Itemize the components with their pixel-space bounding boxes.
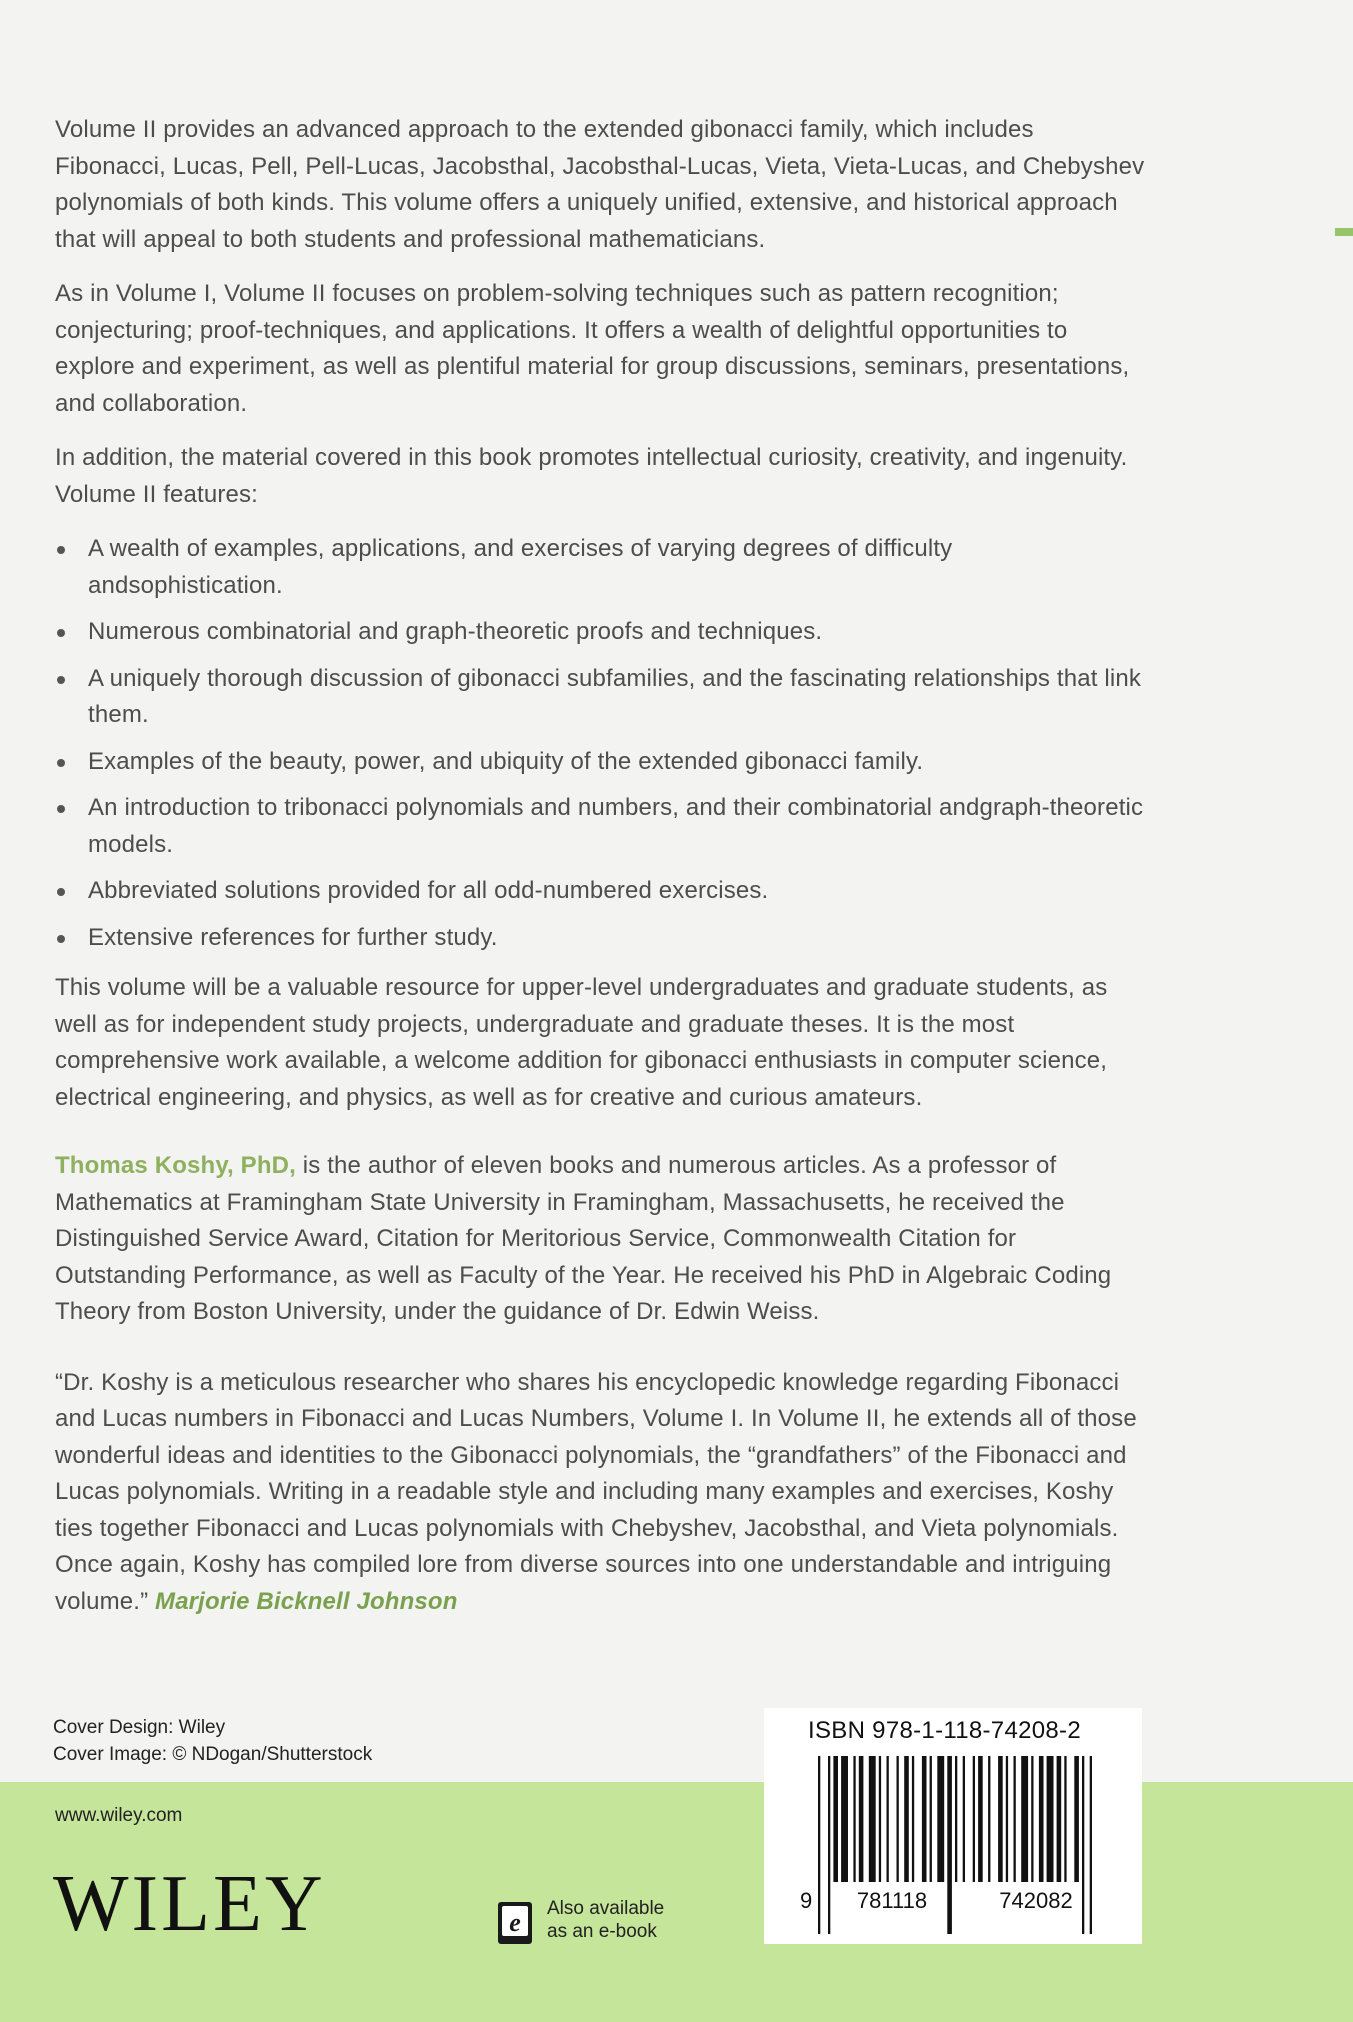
feature-item: Extensive references for further study. xyxy=(55,920,1145,957)
ebook-line-2: as an e-book xyxy=(547,1921,657,1942)
barcode-bar xyxy=(963,1756,965,1882)
barcode-bar xyxy=(828,1756,830,1934)
barcode-bar xyxy=(904,1756,909,1882)
barcode-bar xyxy=(1074,1756,1079,1882)
barcode-bar xyxy=(1057,1756,1062,1882)
isbn-barcode-panel xyxy=(764,1708,1142,1944)
barcode-bar xyxy=(869,1756,876,1882)
barcode-bar xyxy=(833,1756,838,1882)
ebook-icon xyxy=(497,1901,533,1945)
barcode-bar xyxy=(947,1756,952,1934)
description-paragraph-2: As in Volume I, Volume II focuses on problem-solving techniques such as pattern recognition; conjecturing; proof-techniques, and applications. It offers a wealth of delightful opportunities to explore and experiment, as well as plentiful material for group discussions, seminars, presentations, and collaboration. xyxy=(55,280,1130,417)
quote-attribution: Marjorie Bicknell Johnson xyxy=(155,1587,458,1615)
barcode-bar xyxy=(1031,1756,1033,1882)
ebook-line-1: Also available xyxy=(547,1898,665,1919)
barcode-lead-digit: 9 xyxy=(800,1888,813,1913)
barcode-bar xyxy=(818,1756,820,1934)
barcode-bar xyxy=(1014,1756,1016,1882)
feature-item: An introduction to tribonacci polynomials and numbers, and their combinatorial andgraph-theoretic models. xyxy=(55,790,1145,863)
feature-item: Abbreviated solutions provided for all odd-numbered exercises. xyxy=(55,873,1145,910)
barcode xyxy=(788,1756,1124,1938)
barcode-bar xyxy=(841,1756,848,1882)
svg-text:e: e xyxy=(509,1908,521,1937)
closing-paragraph: This volume will be a valuable resource for upper-level undergraduates and graduate students, as well as for independent study projects, undergraduate and graduate theses. It is the most comprehensive work available, a welcome addition for gibonacci enthusiasts in computer science, electrical engineering, and physics, as well as for creative and curious amateurs. xyxy=(55,974,1108,1111)
barcode-bar xyxy=(988,1756,990,1882)
description-paragraph-3: In addition, the material covered in this book promotes intellectual curiosity, creativity, and ingenuity. Volume II features: xyxy=(55,444,1128,508)
barcode-bar xyxy=(1021,1756,1028,1882)
cover-credits xyxy=(53,1714,372,1768)
barcode-bar xyxy=(1082,1756,1084,1934)
features-list xyxy=(55,531,1145,956)
barcode-bar xyxy=(922,1756,927,1882)
barcode-bar xyxy=(859,1756,864,1882)
description-paragraph-1: Volume II provides an advanced approach to the extended gibonacci family, which includes Fibonacci, Lucas, Pell, Pell-Lucas, Jacobsthal, Jacobsthal-Lucas, Vieta, Vieta-Lucas, and Chebyshev polynomials of both kinds. This volume offers a uniquely unified, extensive, and historical approach that will appeal to both students and professional mathematicians. xyxy=(55,116,1145,253)
barcode-bar xyxy=(879,1756,881,1882)
barcode-bar xyxy=(853,1756,855,1882)
feature-item: A uniquely thorough discussion of gibonacci subfamilies, and the fascinating relationships that link them. xyxy=(55,661,1145,734)
barcode-bar xyxy=(978,1756,983,1882)
isbn-label: ISBN 978-1-118-74208-2 xyxy=(808,1717,1081,1744)
wiley-logo: WILEY xyxy=(53,1860,326,1948)
barcode-bar xyxy=(1064,1756,1066,1882)
endorsement-quote xyxy=(55,1365,1145,1621)
author-name: Thomas Koshy, PhD, xyxy=(55,1152,296,1179)
barcode-bar xyxy=(937,1756,944,1882)
author-bio xyxy=(55,1148,1145,1331)
feature-item: A wealth of examples, applications, and exercises of varying degrees of difficulty andsophistication. xyxy=(55,531,1145,604)
barcode-bar xyxy=(998,1756,1003,1882)
cover-image-credit: Cover Image: © NDogan/Shutterstock xyxy=(53,1744,373,1765)
publisher-url: www.wiley.com xyxy=(55,1805,183,1826)
barcode-bar xyxy=(955,1756,957,1882)
barcode-bar xyxy=(973,1756,975,1882)
barcode-bar xyxy=(1006,1756,1008,1882)
ebook-notice xyxy=(497,1895,697,1951)
barcode-digits-right: 742082 xyxy=(999,1888,1073,1913)
barcode-bar xyxy=(1047,1756,1054,1882)
edge-color-mark xyxy=(1335,228,1353,236)
feature-item: Examples of the beauty, power, and ubiquity of the extended gibonacci family. xyxy=(55,744,1145,781)
barcode-bar xyxy=(912,1756,914,1882)
barcode-bar xyxy=(897,1756,899,1882)
barcode-bar xyxy=(930,1756,932,1882)
cover-body-text xyxy=(55,112,1145,1638)
quote-text: “Dr. Koshy is a meticulous researcher who shares his encyclopedic knowledge regarding Fibonacci and Lucas numbers in Fibonacci and Lucas Numbers, Volume I. In Volume II, he extends all of those wonderful ideas and identities to the Gibonacci polynomials, the “grandfathers” of the Fibonacci and Lucas polynomials. Writing in a readable style and including many examples and exercises, Koshy ties together Fibonacci and Lucas polynomials with Chebyshev, Jacobsthal, and Vieta polynomials. Once again, Koshy has compiled lore from diverse sources into one understandable and intriguing volume.” xyxy=(55,1368,1137,1615)
cover-design-credit: Cover Design: Wiley xyxy=(53,1717,226,1738)
barcode-bar xyxy=(1090,1756,1092,1934)
author-bio-text: is the author of eleven books and numerous articles. As a professor of Mathematics at Framingham State University in Framingham, Massachusetts, he received the Distinguished Service Award, Citation for Meritorious Service, Commonwealth Citation for Outstanding Performance, as well as Faculty of the Year. He received his PhD in Algebraic Coding Theory from Boston University, under the guidance of Dr. Edwin Weiss. xyxy=(55,1152,1112,1325)
feature-item: Numerous combinatorial and graph-theoretic proofs and techniques. xyxy=(55,614,1145,651)
barcode-bar xyxy=(1039,1756,1044,1882)
ebook-text xyxy=(547,1897,664,1943)
barcode-digits-left: 781118 xyxy=(856,1888,928,1913)
barcode-bar xyxy=(887,1756,889,1882)
